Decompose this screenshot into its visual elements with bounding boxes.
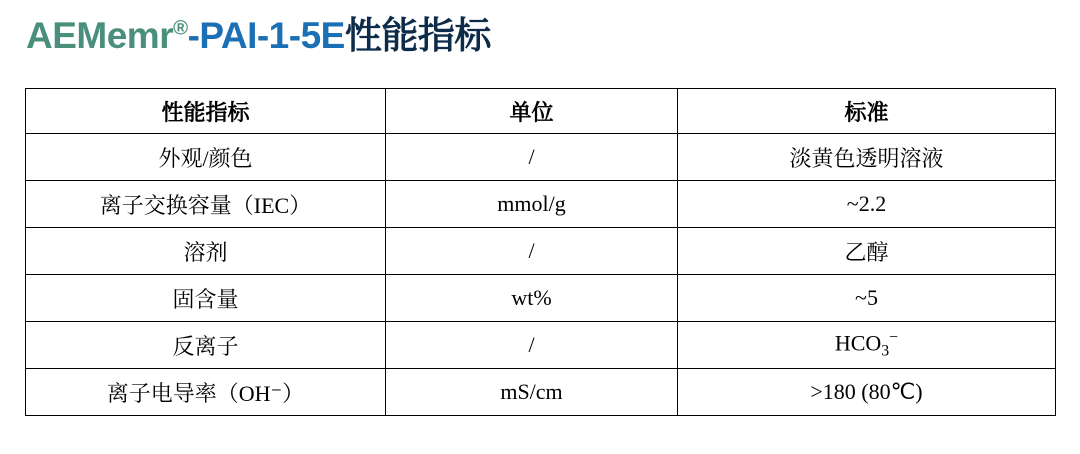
cell-unit: mmol/g: [386, 181, 678, 228]
title-suffix: 性能指标: [344, 15, 491, 56]
column-header-unit: 单位: [386, 89, 678, 134]
title-brand: AEMemr: [26, 15, 174, 56]
formula-superscript: −: [889, 329, 899, 347]
table-row: [26, 275, 1056, 322]
cell-property: 溶剂: [26, 228, 386, 275]
column-header-property: 性能指标: [26, 89, 386, 134]
spec-table-container: [25, 88, 1055, 416]
page-title: [26, 14, 491, 58]
title-model: -PAI-1-5E: [187, 15, 345, 56]
cell-unit: /: [386, 134, 678, 181]
registered-mark-icon: ®: [173, 17, 188, 40]
cell-property: 固含量: [26, 275, 386, 322]
cell-standard: 淡黄色透明溶液: [678, 134, 1056, 181]
cell-property: 外观/颜色: [26, 134, 386, 181]
cell-unit: mS/cm: [386, 369, 678, 416]
formula-base: HCO: [834, 330, 882, 356]
cell-property: 反离子: [26, 322, 386, 369]
cell-unit: wt%: [386, 275, 678, 322]
table-row: [26, 322, 1056, 369]
cell-property: 离子电导率（OH⁻）: [26, 369, 386, 416]
table-row: [26, 228, 1056, 275]
table-header-row: [26, 89, 1056, 134]
table-row: [26, 134, 1056, 181]
cell-standard: ~2.2: [678, 181, 1056, 228]
cell-standard: 乙醇: [678, 228, 1056, 275]
table-row: [26, 181, 1056, 228]
column-header-standard: 标准: [678, 89, 1056, 134]
formula-subscript: 3: [881, 342, 890, 360]
cell-property: 离子交换容量（IEC）: [26, 181, 386, 228]
cell-standard: >180 (80℃): [678, 369, 1056, 416]
spec-table: [25, 88, 1056, 416]
cell-standard: [678, 322, 1056, 369]
cell-standard: ~5: [678, 275, 1056, 322]
table-row: [26, 369, 1056, 416]
cell-unit: /: [386, 228, 678, 275]
cell-unit: /: [386, 322, 678, 369]
